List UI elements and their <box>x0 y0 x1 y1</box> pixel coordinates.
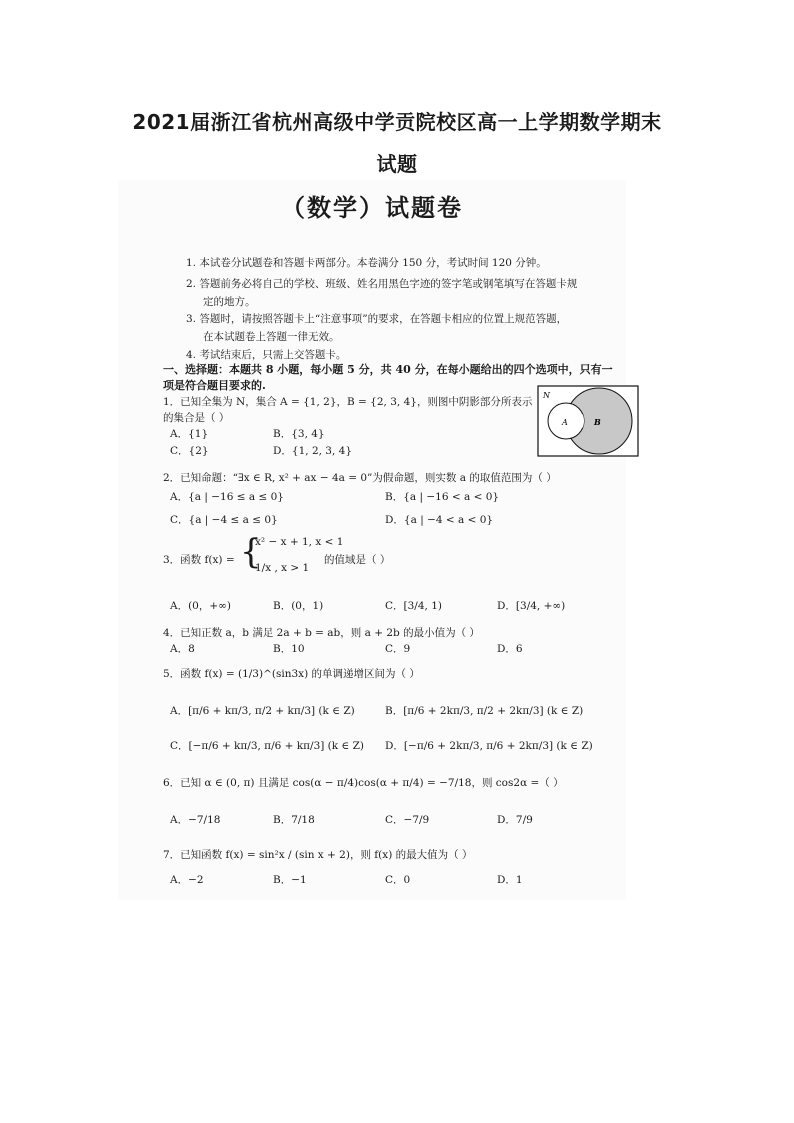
note-3: 3. 答题时，请按照答题卡上“注意事项”的要求，在答题卡相应的位置上规范答题， <box>186 313 568 325</box>
q3-stem-tail: 的值域是（ ） <box>324 554 391 566</box>
q2-option-a: A．{a | −16 ≤ a ≤ 0} <box>170 491 284 503</box>
q3-option-b: B．(0，1) <box>273 600 324 612</box>
venn-diagram <box>537 385 639 457</box>
q6-option-a: A．−7/18 <box>170 814 221 826</box>
note-3-cont: 在本试题卷上答题一律无效。 <box>203 331 340 343</box>
q6-stem: 6．已知 α ∈ (0, π) 且满足 cos(α − π/4)cos(α + π/4) = −7/18，则 cos2α =（ ） <box>163 777 564 789</box>
q2-option-c: C．{a | −4 ≤ a ≤ 0} <box>170 514 278 526</box>
q5-option-d: D．[−π/6 + 2kπ/3, π/6 + 2kπ/3] (k ∈ Z) <box>385 740 593 752</box>
q2-stem: 2．已知命题：“∃x ∈ R, x² + ax − 4a = 0”为假命题，则实数 a 的取值范围为（ ） <box>163 472 557 484</box>
q7-option-c: C．0 <box>385 874 411 886</box>
q4-option-c: C．9 <box>385 643 411 655</box>
q7-option-b: B．−1 <box>273 874 307 886</box>
q3-brace: { <box>240 532 262 572</box>
q1-option-b: B．{3, 4} <box>273 428 325 440</box>
q3-option-c: C．[3/4, 1) <box>385 600 442 612</box>
q4-stem: 4．已知正数 a，b 满足 2a + b = ab，则 a + 2b 的最小值为（ ） <box>163 627 480 639</box>
exam-subtitle: （数学）试题卷 <box>281 194 463 222</box>
venn-label-n: N <box>543 391 550 400</box>
section-heading-line2: 项是符合题目要求的. <box>163 379 266 392</box>
q4-option-a: A．8 <box>170 643 195 655</box>
q4-option-d: D．6 <box>497 643 523 655</box>
section-heading-line1: 一、选择题：本题共 8 小题，每小题 5 分，共 40 分，在每小题给出的四个选项中，只有一 <box>163 363 613 376</box>
document-title-line1: 2021届浙江省杭州高级中学贡院校区高一上学期数学期末 <box>132 110 662 134</box>
q7-option-d: D．1 <box>497 874 523 886</box>
q5-option-a: A．[π/6 + kπ/3, π/2 + kπ/3] (k ∈ Z) <box>170 705 355 717</box>
q6-option-b: B．7/18 <box>273 814 315 826</box>
document-title-line2: 试题 <box>376 152 418 176</box>
q4-option-b: B．10 <box>273 643 305 655</box>
q1-stem-line1: 1．已知全集为 N，集合 A = {1, 2}，B = {2, 3, 4}，则图中阴影部分所表示 <box>163 396 533 408</box>
q5-option-b: B．[π/6 + 2kπ/3, π/2 + 2kπ/3] (k ∈ Z) <box>385 705 584 717</box>
q3-stem-lead: 3．函数 f(x) = <box>163 554 235 566</box>
q2-option-b: B．{a | −16 < a < 0} <box>385 491 500 503</box>
q5-option-c: C．[−π/6 + kπ/3, π/6 + kπ/3] (k ∈ Z) <box>170 740 364 752</box>
q1-option-d: D．{1, 2, 3, 4} <box>273 445 353 457</box>
q3-option-d: D．[3/4, +∞) <box>497 600 566 612</box>
q1-option-c: C．{2} <box>170 445 209 457</box>
q7-stem: 7．已知函数 f(x) = sin²x / (sin x + 2)，则 f(x) 的最大值为（ ） <box>163 849 473 861</box>
q6-option-c: C．−7/9 <box>385 814 430 826</box>
q1-stem-line2: 的集合是（ ） <box>163 412 230 424</box>
q3-piece-2: 1/x , x > 1 <box>255 562 310 574</box>
note-1: 1. 本试卷分试题卷和答题卡两部分。本卷满分 150 分，考试时间 120 分钟。 <box>186 257 547 269</box>
note-2: 2. 答题前务必将自己的学校、班级、姓名用黑色字迹的签字笔或钢笔填写在答题卡规 <box>186 278 578 290</box>
q1-option-a: A．{1} <box>170 428 209 440</box>
note-4: 4. 考试结束后，只需上交答题卡。 <box>186 349 347 361</box>
q2-option-d: D．{a | −4 < a < 0} <box>385 514 494 526</box>
q7-option-a: A．−2 <box>170 874 204 886</box>
q3-option-a: A．(0，+∞) <box>170 600 232 612</box>
q5-stem: 5．函数 f(x) = (1/3)^(sin3x) 的单调递增区间为（ ） <box>163 668 420 680</box>
venn-label-a: A <box>562 418 568 427</box>
q6-option-d: D．7/9 <box>497 814 533 826</box>
q3-piece-1: x² − x + 1, x < 1 <box>255 536 344 548</box>
venn-label-b: B <box>594 417 601 427</box>
note-2-cont: 定的地方。 <box>203 296 256 308</box>
